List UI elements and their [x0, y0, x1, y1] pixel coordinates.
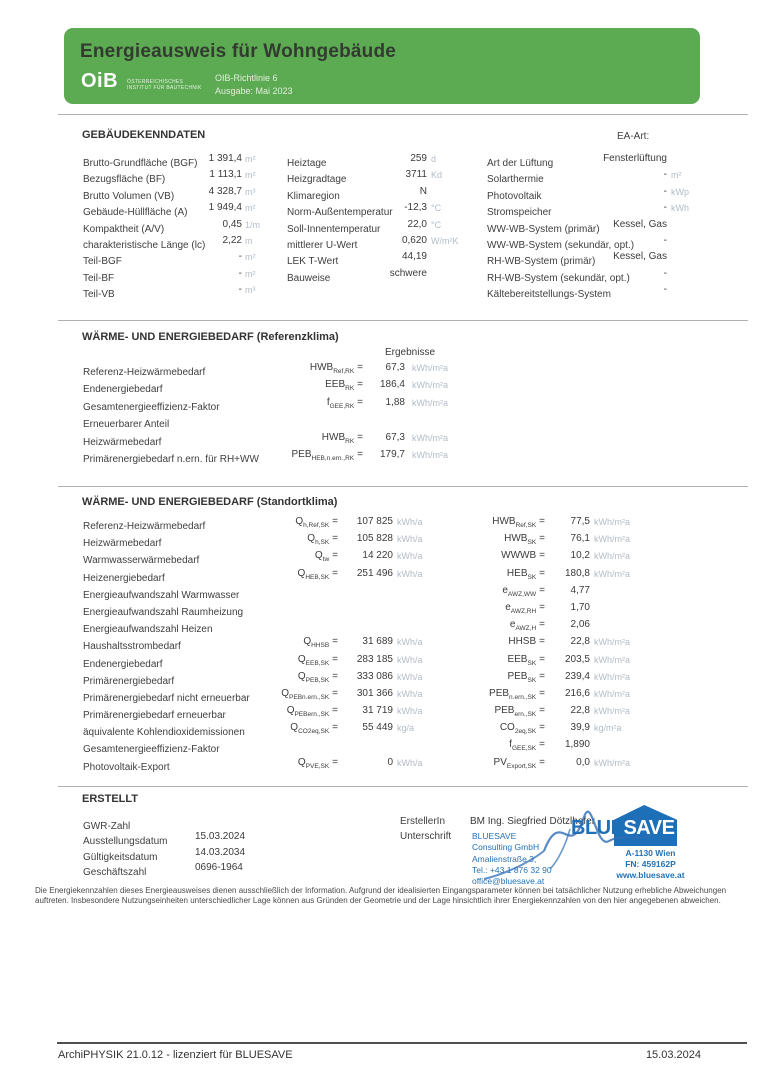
disclaimer-text: Die Energiekennzahlen dieses Energieausweises dienen ausschließlich der Information. Aufgrund der idealisierten Eingangsparameter können bei tatsächlicher Nutzung erhebliche Abweichungen auftreten. Insbesondere Nutzungseinheiten unterschiedlicher Lage können aus Gründen der Geometrie und der Lage hinsichtlich ihrer Energiekennzahlen von den hier angegebenen abweichen. [35, 886, 727, 906]
building-data-column-2 [287, 153, 477, 284]
table-row: Art der Lüftung Fensterlüftung [487, 153, 667, 169]
table-row: Heiztage 259 d [287, 153, 437, 169]
section-header: WÄRME- UND ENERGIEBEDARF (Referenzklima) [82, 331, 339, 343]
section-gebaeudekenndaten [58, 114, 748, 314]
footer-date: 15.03.2024 [645, 1049, 701, 1061]
symbol: $Q_{EEB,SK}$ = [297, 653, 338, 667]
stamp-company: BLUESAVE [472, 831, 517, 841]
symbol [143, 602, 338, 613]
table-row: mittlerer U-Wert 0,620 W/m²K [287, 234, 459, 251]
table-row: Photovoltaik-Export $Q_{PVE,SK}$ = 0 kWh/a $PV_{Export,SK}$ = 0,0 kWh/m²a [83, 756, 630, 773]
table-row: Warmwasserwärmebedarf $Q_{tw}$ = 14 220 kWh/a WWWB = 10,2 kWh/m²a [83, 550, 630, 567]
table-row: GWR-Zahl [83, 821, 131, 832]
section-header: GEBÄUDEKENNDATEN [82, 129, 206, 141]
standort-table [83, 516, 743, 774]
table-row: Endenergiebedarf $EEB_{RK}$ = 186,4 kWh/m²a [83, 379, 448, 396]
stamp-city: A-1130 Wien [625, 848, 676, 858]
footer-software-info: ArchiPHYSIK 21.0.12 - lizenziert für BLUESAVE [58, 1049, 293, 1061]
symbol: $HWB_{Ref,RK}$ = [309, 362, 363, 375]
signature [466, 799, 666, 884]
table-row: charakteristische Länge (lc) 2,22 m [83, 234, 253, 251]
symbol: $Q_{h,Ref,SK}$ = [295, 516, 338, 529]
stamp-email: office@bluesave.at [472, 876, 545, 887]
table-row: Soll-Innentemperatur 22,0 °C [287, 218, 442, 235]
erstellerin-value: BM Ing. Siegfried Dötzlhofer [470, 816, 596, 827]
table-row: RH-WB-System (sekundär, opt.) - [487, 267, 667, 284]
symbol: $PEB_{SK}$ = [507, 670, 545, 684]
section-standortklima [58, 486, 748, 776]
symbol: $PV_{Export,SK}$ = [493, 756, 545, 770]
symbol [143, 585, 338, 596]
table-row: Gesamtenergieeffizienz-Faktor $f_{GEE,RK}$ = 1,88 kWh/m²a [83, 396, 448, 413]
referenz-table [83, 362, 723, 466]
symbol: $Q_{PEBn.ern.,SK}$ = [281, 687, 338, 701]
table-row: Gültigkeitsdatum 14.03.2034 [83, 846, 246, 863]
building-data-column-3 [487, 153, 709, 301]
table-row: Bezugsfläche (BF) 1 113,1 m² [83, 169, 256, 186]
header-banner [64, 28, 700, 104]
table-row: Primärenergiebedarf $Q_{PEB,SK}$ = 333 086 kWh/a $PEB_{SK}$ = 239,4 kWh/m²a [83, 670, 630, 687]
stamp-street: Amalienstraße 3, [472, 853, 537, 864]
erstellerin-label: ErstellerIn [400, 816, 446, 827]
symbol: $Q_{PEBern.,SK}$ = [286, 705, 338, 719]
footer-divider [57, 1042, 747, 1044]
ergebnisse-column-header: Ergebnisse [385, 347, 436, 358]
symbol: $Q_{HEB,SK}$ = [297, 567, 338, 581]
table-row: Kältebereitstellungs-System - [487, 284, 667, 301]
symbol: $PEB_{ern.,SK}$ = [494, 705, 545, 719]
table-row: Primärenergiebedarf nicht erneuerbar $Q_{PEBn.ern.,SK}$ = 301 366 kWh/a $PEB_{n.ern.,SK}$ = 216,6 kWh/m²a [83, 687, 630, 704]
table-row: Ausstellungsdatum 15.03.2024 [83, 831, 246, 848]
symbol: $f_{GEE,RK}$ = [326, 396, 363, 410]
symbol: $CO_{2eq,SK}$ = [499, 722, 545, 736]
section-header: WÄRME- UND ENERGIEBEDARF (Standortklima) [82, 496, 338, 508]
table-row: Teil-VB - m³ [83, 284, 256, 301]
table-row: Heizwärmebedarf $HWB_{RK}$ = 67,3 kWh/m²a [83, 431, 448, 448]
oib-logo-subtext-line2: INSTITUT FÜR BAUTECHNIK [127, 85, 202, 91]
symbol: $f_{GEE,SK}$ = [509, 739, 545, 753]
symbol: $HWB_{Ref,SK}$ = [492, 516, 545, 529]
table-row: Endenergiebedarf $Q_{EEB,SK}$ = 283 185 kWh/a $EEB_{SK}$ = 203,5 kWh/m²a [83, 653, 630, 670]
symbol: $Q_{PEB,SK}$ = [297, 670, 338, 684]
table-row: Primärenergiebedarf n.ern. für RH+WW $PEB_{HEB,n.ern.,RK}$ = 179,7 kWh/m²a [83, 448, 448, 465]
table-row: Gesamtenergieeffizienz-Faktor $f_{GEE,SK}$ = 1,890 [83, 739, 590, 756]
banner-edition-info [215, 72, 293, 98]
table-row: Heizgradtage 3711 Kd [287, 169, 443, 186]
table-row: Klimaregion N [287, 185, 427, 202]
symbol: HHSB = [508, 636, 545, 648]
table-row: Referenz-Heizwärmebedarf $Q_{h,Ref,SK}$ = 107 825 kWh/a $HWB_{Ref,SK}$ = 77,5 kWh/m²a [83, 516, 630, 532]
symbol: $EEB_{SK}$ = [507, 653, 545, 667]
symbol: $HEB_{SK}$ = [506, 567, 545, 581]
symbol [143, 619, 338, 630]
symbol: $HWB_{RK}$ = [321, 431, 363, 445]
bluesave-logo-text: BLUESAVE [571, 817, 675, 839]
symbol: $e_{AWZ,H}$ = [509, 619, 545, 633]
table-row: Bauweise schwere [287, 267, 427, 284]
table-row: Primärenergiebedarf erneuerbar $Q_{PEBern.,SK}$ = 31 719 kWh/a $PEB_{ern.,SK}$ = 22,8 kWh/m²a [83, 705, 630, 722]
table-row: Heizenergiebedarf $Q_{HEB,SK}$ = 251 496 kWh/a $HEB_{SK}$ = 180,8 kWh/m²a [83, 567, 630, 584]
table-row: Gebäude-Hüllfläche (A) 1 949,4 m² [83, 202, 256, 219]
oib-logo-subtext [127, 79, 202, 91]
erstellt-table [83, 816, 446, 878]
table-row: Energieaufwandszahl Heizen $e_{AWZ,H}$ = 2,06 [83, 619, 590, 636]
page-title: Energieausweis für Wohngebäude [80, 41, 397, 62]
stamp-fn: FN: 459162P [625, 859, 676, 869]
stamp-phone: Tel.: +43 1 876 32 90 [472, 864, 552, 875]
stamp-company2: Consulting GmbH [472, 842, 540, 853]
table-row: Photovoltaik - kWp [487, 185, 689, 202]
table-row: Referenz-Heizwärmebedarf $HWB_{Ref,RK}$ = 67,3 kWh/m²a [83, 362, 448, 378]
table-row: Norm-Außentemperatur -12,3 °C [287, 202, 442, 219]
symbol: $PEB_{n.ern.,SK}$ = [489, 687, 545, 701]
symbol: $Q_{CO2eq,SK}$ = [290, 722, 338, 736]
unterschrift-label: Unterschrift [400, 831, 452, 842]
symbol: $Q_{h,SK}$ = [307, 533, 338, 547]
table-row: Kompaktheit (A/V) 0,45 1/m [83, 218, 261, 235]
table-row: Haushaltsstrombedarf $Q_{HHSB}$ = 31 689 kWh/a HHSB = 22,8 kWh/m²a [83, 636, 630, 653]
symbol: $Q_{PVE,SK}$ = [297, 756, 338, 770]
symbol: $e_{AWZ,RH}$ = [505, 601, 545, 615]
table-row: Teil-BF - m² [83, 267, 256, 284]
section-erstellt [58, 786, 748, 886]
symbol: $PEB_{HEB,n.ern.,RK}$ = [291, 448, 363, 462]
oib-logo-subtext-line1: ÖSTERREICHISCHES [127, 79, 184, 85]
symbol: $Q_{HHSB}$ = [303, 636, 338, 650]
symbol [143, 739, 338, 750]
table-row: Erneuerbarer Anteil [83, 414, 723, 431]
symbol: WWWB = [501, 550, 545, 562]
table-row: Geschäftszahl 0696-1964 [83, 861, 243, 878]
richtlinie-label: OIB-Richtlinie 6 [215, 73, 278, 83]
table-row: WW-WB-System (primär) Kessel, Gas [487, 218, 667, 235]
table-row: RH-WB-System (primär) Kessel, Gas [487, 251, 667, 268]
table-row: LEK T-Wert 44,19 [287, 251, 427, 268]
table-row: Brutto Volumen (VB) 4 328,7 m³ [83, 185, 256, 202]
table-row: äquivalente Kohlendioxidemissionen $Q_{CO2eq,SK}$ = 55 449 kg/a $CO_{2eq,SK}$ = 39,9 kg/m²a [83, 722, 622, 739]
table-row: Teil-BGF - m² [83, 251, 256, 268]
table-row: Heizwärmebedarf $Q_{h,SK}$ = 105 828 kWh/a $HWB_{SK}$ = 76,1 kWh/m²a [83, 533, 630, 550]
table-row: Brutto-Grundfläche (BGF) 1 391,4 m² [83, 153, 256, 169]
symbol: $Q_{tw}$ = [314, 550, 338, 564]
table-row: Solarthermie - m² [487, 169, 682, 186]
table-row: Energieaufwandszahl Raumheizung $e_{AWZ,RH}$ = 1,70 [83, 601, 590, 618]
ausgabe-label: Ausgabe: Mai 2023 [215, 86, 293, 96]
table-row: WW-WB-System (sekundär, opt.) - [487, 234, 667, 251]
stamp-web: www.bluesave.at [616, 870, 685, 880]
symbol [163, 414, 363, 425]
table-row: Energieaufwandszahl Warmwasser $e_{AWZ,WW}$ = 4,77 [83, 584, 590, 601]
section-header: ERSTELLT [82, 793, 139, 805]
section-referenzklima [58, 320, 748, 470]
symbol: $EEB_{RK}$ = [325, 379, 363, 393]
ea-art-label: EA-Art: [617, 131, 650, 142]
symbol: $HWB_{SK}$ = [504, 533, 545, 547]
oib-logo: OiB [81, 70, 119, 92]
building-data-column-1 [83, 153, 268, 301]
symbol: $e_{AWZ,WW}$ = [502, 584, 545, 598]
table-row: Stromspeicher - kWh [487, 202, 689, 219]
